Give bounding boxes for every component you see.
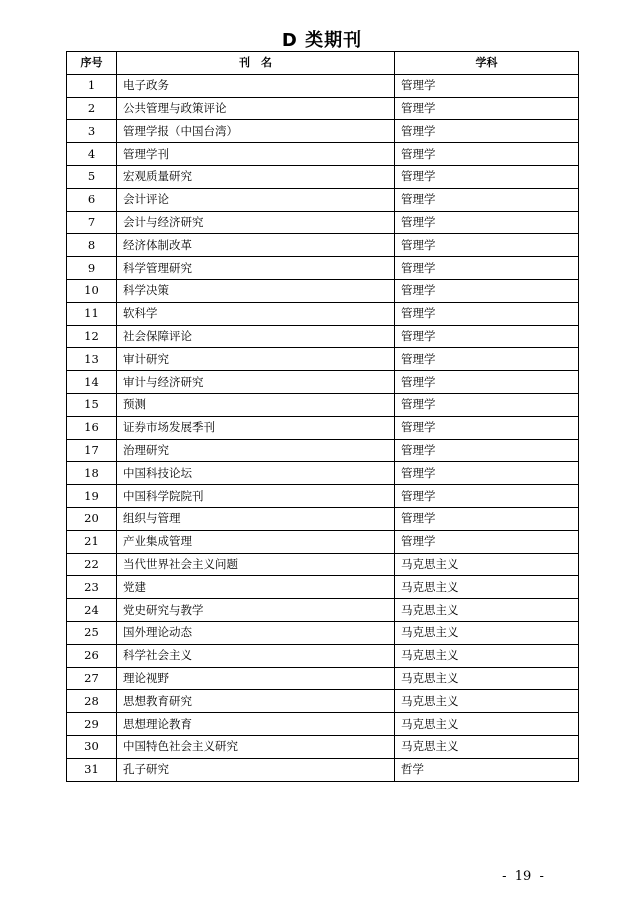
journal-name: 管理学刊	[117, 143, 395, 166]
journal-name: 宏观质量研究	[117, 165, 395, 188]
row-number: 22	[67, 553, 117, 576]
journal-name: 理论视野	[117, 667, 395, 690]
row-number: 28	[67, 690, 117, 713]
table-row	[67, 667, 579, 690]
journal-subject: 马克思主义	[395, 621, 579, 644]
journal-name: 思想教育研究	[117, 690, 395, 713]
journal-subject: 马克思主义	[395, 599, 579, 622]
table-row	[67, 507, 579, 530]
row-number: 31	[67, 758, 117, 781]
journal-subject: 马克思主义	[395, 553, 579, 576]
journal-subject: 管理学	[395, 165, 579, 188]
journal-name: 经济体制改革	[117, 234, 395, 257]
journal-subject: 管理学	[395, 279, 579, 302]
row-number: 4	[67, 143, 117, 166]
journal-name: 软科学	[117, 302, 395, 325]
row-number: 3	[67, 120, 117, 143]
journal-subject: 管理学	[395, 74, 579, 97]
journal-subject: 管理学	[395, 439, 579, 462]
journal-subject: 马克思主义	[395, 713, 579, 736]
journal-subject: 管理学	[395, 462, 579, 485]
journal-subject: 哲学	[395, 758, 579, 781]
journal-name: 孔子研究	[117, 758, 395, 781]
journal-name: 中国特色社会主义研究	[117, 735, 395, 758]
row-number: 16	[67, 416, 117, 439]
row-number: 1	[67, 74, 117, 97]
row-number: 2	[67, 97, 117, 120]
journal-name: 党史研究与教学	[117, 599, 395, 622]
row-number: 11	[67, 302, 117, 325]
row-number: 21	[67, 530, 117, 553]
journal-subject: 管理学	[395, 416, 579, 439]
journal-subject: 马克思主义	[395, 644, 579, 667]
row-number: 13	[67, 348, 117, 371]
journal-subject: 管理学	[395, 393, 579, 416]
row-number: 7	[67, 211, 117, 234]
journal-name: 科学决策	[117, 279, 395, 302]
row-number: 27	[67, 667, 117, 690]
row-number: 15	[67, 393, 117, 416]
table-row	[67, 599, 579, 622]
table-row	[67, 279, 579, 302]
table-row	[67, 530, 579, 553]
table-row	[67, 735, 579, 758]
row-number: 5	[67, 165, 117, 188]
table-row	[67, 644, 579, 667]
table-row	[67, 165, 579, 188]
table-row	[67, 97, 579, 120]
row-number: 30	[67, 735, 117, 758]
journal-subject: 管理学	[395, 234, 579, 257]
journal-name: 思想理论教育	[117, 713, 395, 736]
journal-table	[66, 51, 579, 782]
journal-name: 治理研究	[117, 439, 395, 462]
table-row	[67, 302, 579, 325]
table-row	[67, 348, 579, 371]
row-number: 6	[67, 188, 117, 211]
journal-subject: 管理学	[395, 211, 579, 234]
table-row	[67, 393, 579, 416]
table-row	[67, 143, 579, 166]
row-number: 14	[67, 371, 117, 394]
table-header-row	[67, 52, 579, 75]
journal-name: 社会保障评论	[117, 325, 395, 348]
table-row	[67, 188, 579, 211]
row-number: 29	[67, 713, 117, 736]
row-number: 17	[67, 439, 117, 462]
header-subject: 学科	[395, 52, 579, 75]
journal-name: 审计研究	[117, 348, 395, 371]
journal-subject: 管理学	[395, 530, 579, 553]
journal-name: 会计与经济研究	[117, 211, 395, 234]
header-journal-name: 刊 名	[117, 52, 395, 75]
row-number: 12	[67, 325, 117, 348]
row-number: 8	[67, 234, 117, 257]
table-row	[67, 553, 579, 576]
table-row	[67, 325, 579, 348]
journal-subject: 管理学	[395, 302, 579, 325]
journal-name: 中国科技论坛	[117, 462, 395, 485]
journal-subject: 管理学	[395, 143, 579, 166]
row-number: 9	[67, 257, 117, 280]
row-number: 18	[67, 462, 117, 485]
journal-subject: 管理学	[395, 120, 579, 143]
table-row	[67, 371, 579, 394]
row-number: 19	[67, 485, 117, 508]
journal-subject: 马克思主义	[395, 735, 579, 758]
journal-name: 当代世界社会主义问题	[117, 553, 395, 576]
table-row	[67, 120, 579, 143]
journal-name: 公共管理与政策评论	[117, 97, 395, 120]
journal-subject: 管理学	[395, 188, 579, 211]
table-row	[67, 713, 579, 736]
journal-subject: 管理学	[395, 348, 579, 371]
table-row	[67, 690, 579, 713]
table-body	[67, 74, 579, 781]
table-row	[67, 74, 579, 97]
row-number: 20	[67, 507, 117, 530]
table-row	[67, 462, 579, 485]
journal-name: 党建	[117, 576, 395, 599]
journal-name: 会计评论	[117, 188, 395, 211]
journal-name: 科学管理研究	[117, 257, 395, 280]
table-row	[67, 257, 579, 280]
row-number: 10	[67, 279, 117, 302]
journal-subject: 管理学	[395, 97, 579, 120]
journal-name: 审计与经济研究	[117, 371, 395, 394]
table-row	[67, 758, 579, 781]
page-number: - 19 -	[502, 869, 544, 884]
row-number: 24	[67, 599, 117, 622]
table-row	[67, 234, 579, 257]
journal-subject: 马克思主义	[395, 667, 579, 690]
journal-subject: 管理学	[395, 325, 579, 348]
row-number: 26	[67, 644, 117, 667]
row-number: 25	[67, 621, 117, 644]
journal-subject: 管理学	[395, 485, 579, 508]
table-row	[67, 576, 579, 599]
journal-subject: 马克思主义	[395, 576, 579, 599]
journal-name: 证券市场发展季刊	[117, 416, 395, 439]
journal-name: 组织与管理	[117, 507, 395, 530]
journal-subject: 管理学	[395, 507, 579, 530]
table-row	[67, 439, 579, 462]
journal-name: 管理学报（中国台湾）	[117, 120, 395, 143]
journal-name: 中国科学院院刊	[117, 485, 395, 508]
journal-name: 科学社会主义	[117, 644, 395, 667]
row-number: 23	[67, 576, 117, 599]
journal-subject: 管理学	[395, 257, 579, 280]
table-row	[67, 416, 579, 439]
journal-name: 产业集成管理	[117, 530, 395, 553]
table-row	[67, 211, 579, 234]
journal-subject: 管理学	[395, 371, 579, 394]
journal-name: 电子政务	[117, 74, 395, 97]
table-row	[67, 621, 579, 644]
header-number: 序号	[67, 52, 117, 75]
journal-name: 国外理论动态	[117, 621, 395, 644]
page-title: D 类期刊	[281, 30, 363, 51]
journal-subject: 马克思主义	[395, 690, 579, 713]
journal-name: 预测	[117, 393, 395, 416]
table-row	[67, 485, 579, 508]
